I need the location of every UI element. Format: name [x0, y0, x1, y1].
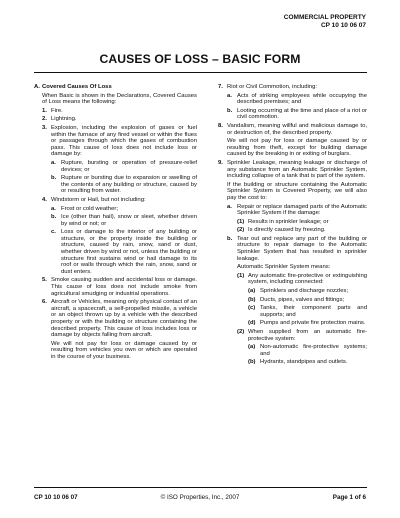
- item-number: 4.: [42, 196, 47, 203]
- item-9a-1: [210, 219, 367, 226]
- subitem-letter: a.: [51, 205, 56, 212]
- item-2: [34, 116, 197, 123]
- item-number: 7.: [218, 84, 223, 90]
- item-6: [34, 299, 197, 339]
- subitem-text: Ducts, pipes, valves and fittings;: [260, 296, 345, 303]
- subitem-text: When supplied from an automatic fire-protective system:: [248, 329, 367, 342]
- subitem-letter: (a): [248, 288, 256, 295]
- item-8: [210, 123, 367, 136]
- subitem-text: Tanks, their component parts and supports; and: [260, 305, 367, 318]
- item-8-paragraph: We will not pay for loss or damage caused by or resulting from theft, except for building damage caused by the breaking in or exiting of burglars.: [227, 138, 367, 158]
- item-9a-2: [210, 227, 367, 234]
- definition-1d: [210, 320, 367, 327]
- item-text: Explosion, including the explosion of gases or fuel within the furnace of any fired vessel or within the flues or passages through which the gases of combustion pass. This cause of loss does not include loss or damage by:: [51, 124, 197, 158]
- subitem-letter: a.: [227, 203, 232, 210]
- form-header: [284, 14, 366, 29]
- item-5: [34, 277, 197, 297]
- item-4c: [34, 229, 197, 275]
- section-a-label: A.: [34, 84, 40, 90]
- item-number: 5.: [42, 277, 47, 284]
- item-7a: [210, 93, 367, 106]
- subitem-number: (1): [237, 218, 245, 225]
- item-text: Lightning.: [51, 116, 77, 123]
- definition-2a: [210, 344, 367, 357]
- item-text: Sprinkler Leakage, meaning leakage or discharge of any substance from an Automatic Sprinkler System, including collapse of a tank that is part of the system.: [227, 159, 367, 180]
- left-column: [34, 84, 197, 363]
- subitem-letter: a.: [51, 159, 56, 166]
- item-9-paragraph: If the building or structure containing the Automatic Sprinkler System is Covered Property, we will also pay the cost to:: [227, 181, 367, 201]
- subitem-text: Non-automatic fire-protective systems; and: [260, 344, 367, 357]
- subitem-text: Rupture or bursting due to expansion or swelling of the contents of any building or structure, caused by or resulting from water.: [61, 175, 197, 195]
- subitem-text: Repair or replace damaged parts of the Automatic Sprinkler System if the damage:: [237, 203, 367, 217]
- subitem-text: Hydrants, standpipes and outlets.: [260, 359, 348, 366]
- section-a-heading: [34, 84, 197, 91]
- item-text: Aircraft or Vehicles, meaning only physical contact of an aircraft, a spacecraft, a self-propelled missile, a vehicle or an object thrown up by a vehicle with the described property or with the building or structure containing the described property. This cause of loss includes loss or damage by objects falling from aircraft.: [51, 299, 197, 339]
- item-4a: [34, 206, 197, 213]
- item-9b: [210, 236, 367, 262]
- subitem-letter: b.: [227, 235, 233, 242]
- definition-2b: [210, 359, 367, 366]
- subitem-letter: b.: [51, 175, 57, 182]
- definition-1c: [210, 305, 367, 318]
- item-3a: [34, 160, 197, 173]
- item-4b: [34, 214, 197, 227]
- footer-copyright: © ISO Properties, Inc., 2007: [160, 494, 240, 501]
- subitem-letter: b.: [227, 107, 233, 114]
- subitem-text: Acts of striking employees while occupying the described premises; and: [237, 92, 367, 106]
- subitem-letter: c.: [51, 229, 56, 236]
- document-title: CAUSES OF LOSS – BASIC FORM: [99, 52, 301, 66]
- item-3b: [34, 175, 197, 195]
- item-number: 8.: [218, 122, 223, 129]
- item-9a: [210, 204, 367, 217]
- section-a-intro: When Basic is shown in the Declarations, Covered Causes of Loss means the following:: [42, 92, 197, 106]
- subitem-text: Ice (other than hail), snow or sleet, whether driven by wind or not; or: [61, 214, 197, 227]
- subitem-letter: (b): [248, 296, 256, 303]
- item-number: 9.: [218, 159, 223, 166]
- subitem-letter: a.: [227, 92, 232, 99]
- subitem-text: Loss or damage to the interior of any building or structure, or the property inside the building or structure, caused by rain, snow, sand or dust, whether driven by wind or not, unless the building or structure first sustains wind or hail damage to its roof or walls through which the rain, snow, sand or dust enters.: [61, 229, 197, 275]
- subitem-text: Sprinklers and discharge nozzles;: [260, 288, 349, 295]
- right-column: [210, 84, 367, 368]
- item-number: 6.: [42, 299, 47, 306]
- item-text: Windstorm or Hail, but not including:: [51, 196, 146, 203]
- title-rule: [34, 72, 367, 73]
- item-text: Smoke causing sudden and accidental loss or damage. This cause of loss does not include smoke from agricultural smudging or industrial operations.: [51, 277, 197, 297]
- subitem-number: (2): [237, 329, 245, 335]
- item-number: 1.: [42, 107, 47, 114]
- subitem-text: Looting occurring at the time and place of a riot or civil commotion.: [237, 107, 367, 121]
- subitem-text: Frost or cold weather;: [61, 205, 118, 212]
- item-text: Riot or Civil Commotion, including:: [227, 84, 318, 90]
- item-4: [34, 197, 197, 204]
- subitem-text: Rupture, bursting or operation of pressure-relief devices; or: [61, 159, 197, 173]
- item-1: [34, 108, 197, 115]
- item-text: Vandalism, meaning willful and malicious damage to, or destruction of, the described property.: [227, 122, 367, 136]
- header-form-number: CP 10 10 06 07: [320, 21, 366, 29]
- subitem-text: Results in sprinkler leakage; or: [248, 218, 329, 225]
- subitem-text: Pumps and private fire protection mains.: [260, 320, 366, 327]
- definition-1b: [210, 297, 367, 304]
- item-number: 3.: [42, 124, 47, 131]
- subitem-text: Any automatic fire-protective or extinguishing system, including connected:: [248, 272, 367, 286]
- definition-1: [210, 273, 367, 286]
- subitem-number: (2): [237, 227, 245, 234]
- section-a-title: Covered Causes Of Loss: [42, 84, 112, 90]
- item-9: [210, 160, 367, 180]
- item-7: [210, 84, 367, 91]
- subitem-letter: (b): [248, 359, 256, 366]
- item-text: Fire.: [51, 107, 63, 114]
- subitem-letter: (a): [248, 344, 256, 351]
- item-6-paragraph: We will not pay for loss or damage caused by or resulting from vehicles you own or which are operated in the course of your business.: [51, 340, 197, 360]
- subitem-letter: b.: [51, 214, 57, 221]
- header-line-1: COMMERCIAL PROPERTY: [283, 14, 366, 21]
- item-7b: [210, 108, 367, 121]
- subitem-text: Tear out and replace any part of the building or structure to repair damage to the Automatic Sprinkler System that has resulted in sprinkler leakage.: [237, 235, 367, 262]
- footer-page-number: Page 1 of 6: [332, 494, 366, 501]
- definition-2: [210, 329, 367, 342]
- item-3: [34, 125, 197, 158]
- definition-1a: [210, 288, 367, 295]
- subitem-number: (1): [237, 272, 245, 279]
- footer-form-number: CP 10 10 06 07: [34, 494, 78, 501]
- footer-rule: [34, 487, 367, 488]
- sprinkler-definition-intro: Automatic Sprinkler System means:: [237, 264, 331, 271]
- item-number: 2.: [42, 116, 47, 123]
- subitem-text: Is directly caused by freezing.: [248, 227, 326, 234]
- subitem-letter: (c): [248, 305, 256, 312]
- subitem-letter: (d): [248, 320, 256, 327]
